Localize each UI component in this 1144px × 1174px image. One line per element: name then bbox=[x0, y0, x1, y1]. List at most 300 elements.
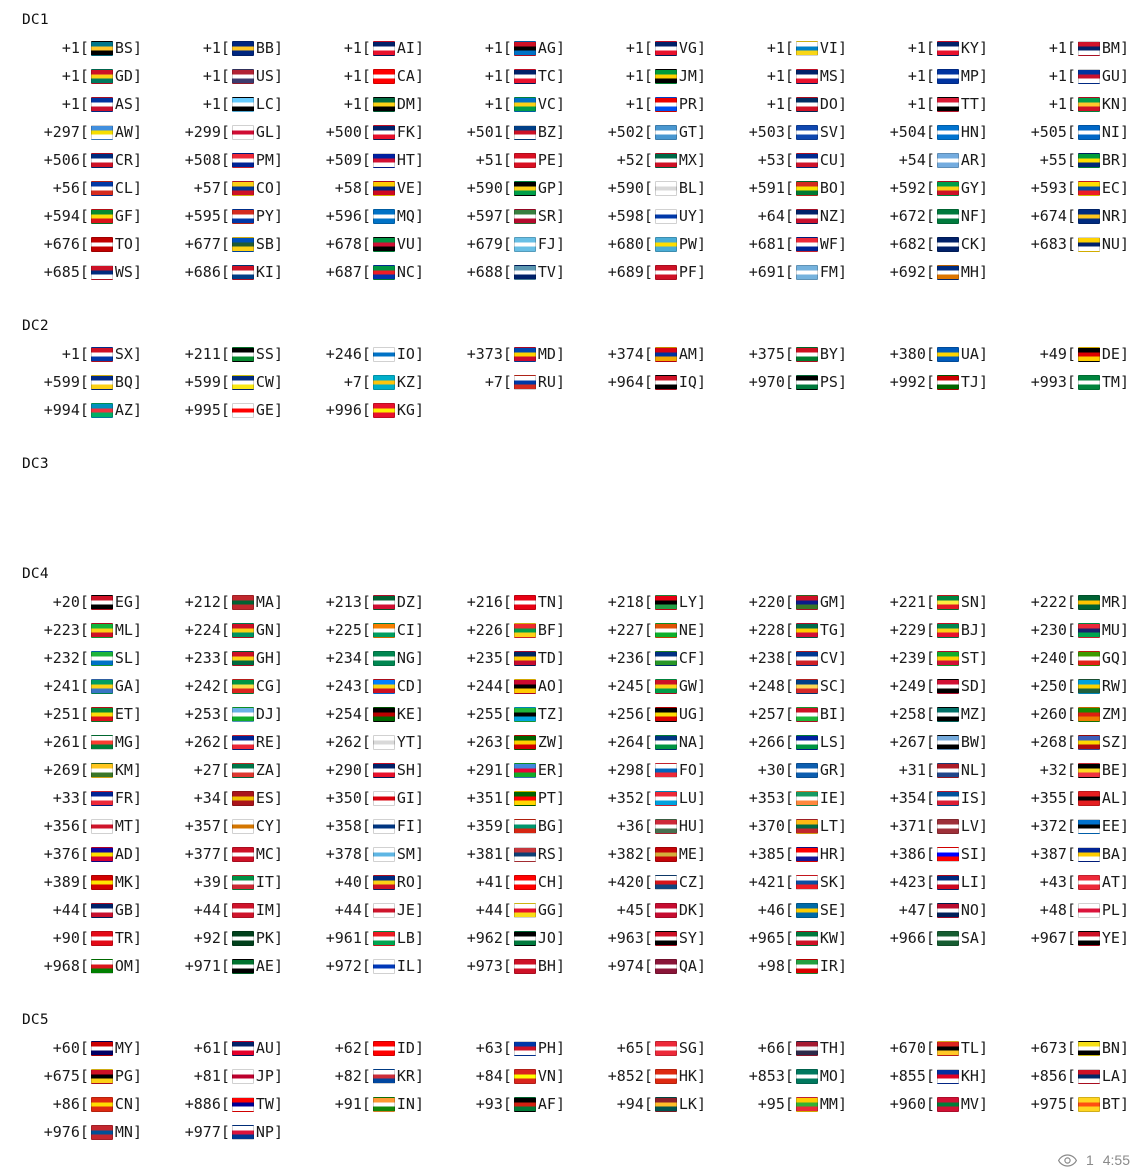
dial-code-entry[interactable] bbox=[159, 1034, 299, 1062]
entry-inner bbox=[582, 616, 706, 644]
dial-code-entry[interactable] bbox=[18, 174, 158, 202]
dial-code-entry[interactable] bbox=[582, 1034, 722, 1062]
dial-code-entry[interactable] bbox=[300, 672, 440, 700]
dial-code-entry[interactable] bbox=[864, 840, 1004, 868]
dial-code: +966 bbox=[889, 929, 926, 947]
dial-code-entry[interactable] bbox=[300, 756, 440, 784]
dial-code-entry[interactable] bbox=[18, 868, 158, 896]
dial-code-entry[interactable] bbox=[441, 700, 581, 728]
dial-code-entry[interactable] bbox=[864, 924, 1004, 952]
dial-code-entry[interactable] bbox=[723, 952, 863, 980]
flag-icon bbox=[373, 875, 395, 890]
dial-code-entry[interactable] bbox=[582, 868, 722, 896]
dial-code-entry[interactable] bbox=[723, 90, 863, 118]
dial-code-entry[interactable] bbox=[1005, 700, 1144, 728]
dial-code-entry[interactable] bbox=[300, 896, 440, 924]
dial-code-entry[interactable] bbox=[159, 616, 299, 644]
dial-code-entry[interactable] bbox=[300, 952, 440, 980]
dial-code-entry[interactable] bbox=[723, 62, 863, 90]
dial-code-entry[interactable] bbox=[723, 368, 863, 396]
bracket-close: ] bbox=[1119, 151, 1129, 169]
dial-code-entry[interactable] bbox=[159, 174, 299, 202]
bracket-open: [ bbox=[220, 1039, 230, 1057]
dial-code-entry[interactable] bbox=[159, 840, 299, 868]
bracket-open: [ bbox=[1066, 179, 1076, 197]
dial-code-entry[interactable] bbox=[864, 728, 1004, 756]
dial-code-entry[interactable] bbox=[300, 700, 440, 728]
entry-inner bbox=[441, 118, 565, 146]
dial-code-entry[interactable] bbox=[723, 202, 863, 230]
dial-code-entry[interactable] bbox=[18, 756, 158, 784]
dial-code-entry[interactable] bbox=[723, 840, 863, 868]
dial-code-entry[interactable] bbox=[300, 174, 440, 202]
bracket-close: ] bbox=[837, 761, 847, 779]
dial-code-entry[interactable] bbox=[18, 924, 158, 952]
dial-code-entry[interactable] bbox=[723, 340, 863, 368]
dial-code-entry[interactable] bbox=[723, 1034, 863, 1062]
dial-code-entry[interactable] bbox=[300, 868, 440, 896]
dial-code-entry[interactable] bbox=[18, 812, 158, 840]
dial-code-entry[interactable] bbox=[18, 146, 158, 174]
dial-code-entry[interactable] bbox=[864, 90, 1004, 118]
dial-code-entry[interactable] bbox=[582, 258, 722, 286]
dial-code-entry[interactable] bbox=[864, 202, 1004, 230]
dial-code-entry[interactable] bbox=[723, 258, 863, 286]
dial-code-entry[interactable] bbox=[1005, 146, 1144, 174]
dial-code-entry[interactable] bbox=[864, 1062, 1004, 1090]
dial-code-entry[interactable] bbox=[864, 812, 1004, 840]
entry-inner bbox=[441, 644, 565, 672]
dial-code-entry[interactable] bbox=[159, 952, 299, 980]
dial-code-entry[interactable] bbox=[723, 1062, 863, 1090]
dial-code-entry[interactable] bbox=[18, 258, 158, 286]
dial-code-entry[interactable] bbox=[159, 1062, 299, 1090]
empty-group-body bbox=[0, 478, 1144, 534]
dial-code-entry[interactable] bbox=[159, 728, 299, 756]
dial-code-entry[interactable] bbox=[441, 728, 581, 756]
dial-code-entry[interactable] bbox=[1005, 672, 1144, 700]
dial-code-entry[interactable] bbox=[159, 34, 299, 62]
flag-icon bbox=[796, 623, 818, 638]
dial-code-entry[interactable] bbox=[441, 34, 581, 62]
dial-code-entry[interactable] bbox=[723, 644, 863, 672]
dial-code-entry[interactable] bbox=[1005, 174, 1144, 202]
dial-code-entry[interactable] bbox=[441, 756, 581, 784]
dial-code-entry[interactable] bbox=[723, 700, 863, 728]
dial-code-entry[interactable] bbox=[18, 34, 158, 62]
flag-icon bbox=[655, 903, 677, 918]
dial-code-entry[interactable] bbox=[18, 230, 158, 258]
flag-icon bbox=[91, 125, 113, 140]
bracket-close: ] bbox=[414, 733, 424, 751]
dial-code-entry[interactable] bbox=[300, 784, 440, 812]
bracket-open: [ bbox=[361, 1067, 371, 1085]
dial-code-entry[interactable] bbox=[300, 924, 440, 952]
dial-code-entry[interactable] bbox=[441, 202, 581, 230]
dial-code-entry[interactable] bbox=[441, 812, 581, 840]
flag-icon bbox=[796, 903, 818, 918]
dial-code-entry[interactable] bbox=[159, 146, 299, 174]
dial-code-entry[interactable] bbox=[582, 840, 722, 868]
bracket-close: ] bbox=[414, 1067, 424, 1085]
dial-code: +246 bbox=[325, 345, 362, 363]
dial-code-entry[interactable] bbox=[18, 728, 158, 756]
dial-code-entry[interactable] bbox=[300, 616, 440, 644]
entry-inner bbox=[300, 1062, 424, 1090]
dial-code-entry[interactable] bbox=[582, 672, 722, 700]
bracket-open: [ bbox=[502, 1067, 512, 1085]
dial-code-entry[interactable] bbox=[582, 34, 722, 62]
dial-code-entry[interactable] bbox=[864, 230, 1004, 258]
bracket-close: ] bbox=[1119, 95, 1129, 113]
dial-code-entry[interactable] bbox=[18, 1118, 158, 1146]
dial-code-entry[interactable] bbox=[300, 34, 440, 62]
dial-code-entry[interactable] bbox=[723, 146, 863, 174]
dial-code-entry[interactable] bbox=[723, 1090, 863, 1118]
bracket-close: ] bbox=[273, 957, 283, 975]
dial-code-entry[interactable] bbox=[864, 174, 1004, 202]
dial-code-entry[interactable] bbox=[864, 616, 1004, 644]
dial-code-entry[interactable] bbox=[1005, 784, 1144, 812]
dial-code-entry[interactable] bbox=[159, 924, 299, 952]
flag-icon bbox=[937, 1069, 959, 1084]
dial-code-entry[interactable] bbox=[864, 756, 1004, 784]
dial-code-entry[interactable] bbox=[441, 368, 581, 396]
dial-code-entry[interactable] bbox=[723, 812, 863, 840]
dial-code-entry[interactable] bbox=[441, 588, 581, 616]
dial-code-entry[interactable] bbox=[18, 616, 158, 644]
dial-code-entry[interactable] bbox=[300, 90, 440, 118]
dial-code-entry[interactable] bbox=[723, 784, 863, 812]
dial-code-entry[interactable] bbox=[1005, 896, 1144, 924]
dial-code-entry[interactable] bbox=[864, 118, 1004, 146]
dial-code-entry[interactable] bbox=[582, 62, 722, 90]
dial-code-entry[interactable] bbox=[300, 396, 440, 424]
dial-code-entry[interactable] bbox=[582, 1090, 722, 1118]
dial-code-entry[interactable] bbox=[18, 1090, 158, 1118]
dial-code-entry[interactable] bbox=[1005, 644, 1144, 672]
dial-code-entry[interactable] bbox=[441, 1034, 581, 1062]
flag-icon bbox=[796, 651, 818, 666]
dial-code-entry[interactable] bbox=[300, 812, 440, 840]
dial-code: +91 bbox=[334, 1095, 362, 1113]
country-code: TG bbox=[819, 621, 838, 639]
dial-code-entry[interactable] bbox=[441, 146, 581, 174]
entry-inner bbox=[18, 924, 142, 952]
entry-inner bbox=[864, 616, 988, 644]
entry-inner bbox=[18, 202, 142, 230]
dial-code-entry[interactable] bbox=[441, 1090, 581, 1118]
country-code: BT bbox=[1101, 1095, 1120, 1113]
dial-code-entry[interactable] bbox=[864, 368, 1004, 396]
dial-code-entry[interactable] bbox=[441, 616, 581, 644]
dial-code-entry[interactable] bbox=[300, 728, 440, 756]
dial-code-entry[interactable] bbox=[300, 588, 440, 616]
dial-code-entry[interactable] bbox=[1005, 756, 1144, 784]
dial-code-entry[interactable] bbox=[723, 756, 863, 784]
dial-code-entry[interactable] bbox=[159, 812, 299, 840]
bracket-open: [ bbox=[502, 929, 512, 947]
dial-code-entry[interactable] bbox=[159, 1118, 299, 1146]
country-code: MS bbox=[819, 67, 838, 85]
dial-code-entry[interactable] bbox=[1005, 90, 1144, 118]
dial-code-entry[interactable] bbox=[582, 644, 722, 672]
dial-code-entry[interactable] bbox=[159, 700, 299, 728]
dial-code-entry[interactable] bbox=[441, 1062, 581, 1090]
dial-code-entry[interactable] bbox=[300, 230, 440, 258]
dial-code-entry[interactable] bbox=[582, 616, 722, 644]
dial-code-entry[interactable] bbox=[18, 118, 158, 146]
dial-code-entry[interactable] bbox=[582, 340, 722, 368]
country-code: VG bbox=[678, 39, 697, 57]
dial-code-entry[interactable] bbox=[582, 728, 722, 756]
flag-icon bbox=[232, 903, 254, 918]
dial-code-entry[interactable] bbox=[864, 896, 1004, 924]
entry-inner bbox=[300, 34, 424, 62]
dial-code-entry[interactable] bbox=[1005, 868, 1144, 896]
dial-code-entry[interactable] bbox=[441, 896, 581, 924]
dial-code-entry[interactable] bbox=[864, 588, 1004, 616]
entry-inner bbox=[582, 700, 706, 728]
dial-code-entry[interactable] bbox=[18, 90, 158, 118]
bracket-close: ] bbox=[555, 817, 565, 835]
dial-code-entry[interactable] bbox=[159, 644, 299, 672]
bracket-close: ] bbox=[837, 593, 847, 611]
dial-code-entry[interactable] bbox=[1005, 924, 1144, 952]
dial-code-entry[interactable] bbox=[864, 672, 1004, 700]
dial-code-entry[interactable] bbox=[582, 588, 722, 616]
dial-code-entry[interactable] bbox=[159, 1090, 299, 1118]
dial-code-entry[interactable] bbox=[1005, 340, 1144, 368]
dial-code-entry[interactable] bbox=[1005, 616, 1144, 644]
dial-code-entry[interactable] bbox=[1005, 1034, 1144, 1062]
dial-code-entry[interactable] bbox=[582, 174, 722, 202]
dial-code-entry[interactable] bbox=[723, 616, 863, 644]
dial-code-entry[interactable] bbox=[582, 118, 722, 146]
dial-code-entry[interactable] bbox=[723, 728, 863, 756]
dial-code-entry[interactable] bbox=[159, 784, 299, 812]
dial-code-entry[interactable] bbox=[582, 230, 722, 258]
dial-code-entry[interactable] bbox=[582, 90, 722, 118]
dial-code-entry[interactable] bbox=[159, 368, 299, 396]
dial-code-entry[interactable] bbox=[582, 1062, 722, 1090]
dial-code-entry[interactable] bbox=[441, 340, 581, 368]
dial-code-entry[interactable] bbox=[864, 784, 1004, 812]
dial-code-entry[interactable] bbox=[18, 1062, 158, 1090]
dial-code-entry[interactable] bbox=[723, 672, 863, 700]
dial-code-entry[interactable] bbox=[18, 896, 158, 924]
dial-code-entry[interactable] bbox=[159, 230, 299, 258]
dial-code-entry[interactable] bbox=[18, 202, 158, 230]
dial-code-entry[interactable] bbox=[1005, 1062, 1144, 1090]
dial-code-entry[interactable] bbox=[159, 756, 299, 784]
dial-code-entry[interactable] bbox=[159, 62, 299, 90]
dial-code-entry[interactable] bbox=[1005, 840, 1144, 868]
dial-code-entry[interactable] bbox=[582, 924, 722, 952]
dial-code-entry[interactable] bbox=[441, 118, 581, 146]
entry-inner bbox=[864, 756, 988, 784]
bracket-open: [ bbox=[79, 179, 89, 197]
dial-code-entry[interactable] bbox=[582, 202, 722, 230]
bracket-open: [ bbox=[220, 207, 230, 225]
entry-inner bbox=[18, 230, 142, 258]
dial-code: +261 bbox=[43, 733, 80, 751]
country-code: JE bbox=[396, 901, 415, 919]
dial-code-entry[interactable] bbox=[864, 340, 1004, 368]
dial-code-entry[interactable] bbox=[864, 146, 1004, 174]
dial-code-entry[interactable] bbox=[300, 202, 440, 230]
dial-code-entry[interactable] bbox=[300, 1090, 440, 1118]
country-code: AT bbox=[1101, 873, 1120, 891]
dial-code-entry[interactable] bbox=[582, 952, 722, 980]
dial-code-entry[interactable] bbox=[18, 672, 158, 700]
dial-code-entry[interactable] bbox=[1005, 62, 1144, 90]
entry-inner bbox=[864, 588, 988, 616]
dial-code-entry[interactable] bbox=[18, 340, 158, 368]
dial-code-entry[interactable] bbox=[1005, 230, 1144, 258]
bracket-close: ] bbox=[414, 95, 424, 113]
dial-code-entry[interactable] bbox=[159, 202, 299, 230]
bracket-open: [ bbox=[1066, 677, 1076, 695]
bracket-close: ] bbox=[132, 677, 142, 695]
dial-code-entry[interactable] bbox=[18, 368, 158, 396]
dial-code-entry[interactable] bbox=[723, 588, 863, 616]
dial-code-entry[interactable] bbox=[582, 146, 722, 174]
dial-code-entry[interactable] bbox=[864, 1034, 1004, 1062]
dial-code-entry[interactable] bbox=[18, 1034, 158, 1062]
dial-code-entry[interactable] bbox=[441, 230, 581, 258]
dial-code-entry[interactable] bbox=[18, 952, 158, 980]
dial-code-entry[interactable] bbox=[864, 34, 1004, 62]
dial-code-entry[interactable] bbox=[159, 258, 299, 286]
country-code: HR bbox=[819, 845, 838, 863]
bracket-close: ] bbox=[837, 845, 847, 863]
dial-code-entry[interactable] bbox=[300, 1034, 440, 1062]
dial-code-entry[interactable] bbox=[1005, 34, 1144, 62]
dial-code-entry[interactable] bbox=[300, 118, 440, 146]
entry-inner bbox=[1005, 588, 1129, 616]
dial-code-entry[interactable] bbox=[1005, 588, 1144, 616]
dial-code-entry[interactable] bbox=[1005, 202, 1144, 230]
dial-code-entry[interactable] bbox=[441, 62, 581, 90]
dial-code-entry[interactable] bbox=[159, 396, 299, 424]
entry-inner bbox=[582, 1034, 706, 1062]
dial-code-entry[interactable] bbox=[1005, 118, 1144, 146]
dial-code-entry[interactable] bbox=[18, 700, 158, 728]
dial-code-entry[interactable] bbox=[723, 230, 863, 258]
dial-code-entry[interactable] bbox=[723, 896, 863, 924]
dial-code-entry[interactable] bbox=[300, 258, 440, 286]
dial-code-entry[interactable] bbox=[864, 868, 1004, 896]
dial-code-entry[interactable] bbox=[159, 896, 299, 924]
dial-code-entry[interactable] bbox=[1005, 1090, 1144, 1118]
bracket-close: ] bbox=[555, 1067, 565, 1085]
dial-code-entry[interactable] bbox=[159, 118, 299, 146]
entry-inner bbox=[864, 840, 988, 868]
dial-code-entry[interactable] bbox=[723, 34, 863, 62]
dial-code-entry[interactable] bbox=[864, 1090, 1004, 1118]
dial-code-entry[interactable] bbox=[582, 368, 722, 396]
bracket-open: [ bbox=[361, 789, 371, 807]
dial-code-entry[interactable] bbox=[441, 174, 581, 202]
dial-code-entry[interactable] bbox=[159, 868, 299, 896]
flag-icon bbox=[655, 265, 677, 280]
dial-code-entry[interactable] bbox=[18, 396, 158, 424]
dial-code-entry[interactable] bbox=[441, 672, 581, 700]
entry-inner bbox=[1005, 340, 1129, 368]
dial-code-entry[interactable] bbox=[582, 812, 722, 840]
dial-code: +359 bbox=[466, 817, 503, 835]
dial-code-entry[interactable] bbox=[300, 644, 440, 672]
dial-code-entry[interactable] bbox=[723, 868, 863, 896]
dial-code-entry[interactable] bbox=[18, 784, 158, 812]
dial-code-entry[interactable] bbox=[723, 174, 863, 202]
dial-code-entry[interactable] bbox=[18, 62, 158, 90]
group-dc2 bbox=[0, 314, 1144, 452]
dial-code-entry[interactable] bbox=[1005, 728, 1144, 756]
dial-code: +357 bbox=[184, 817, 221, 835]
dial-code-entry[interactable] bbox=[441, 784, 581, 812]
bracket-close: ] bbox=[837, 733, 847, 751]
entry-inner bbox=[441, 340, 565, 368]
dial-code-entry[interactable] bbox=[18, 588, 158, 616]
dial-code-entry[interactable] bbox=[18, 840, 158, 868]
dial-code-entry[interactable] bbox=[18, 644, 158, 672]
dial-code-entry[interactable] bbox=[1005, 812, 1144, 840]
entry-inner bbox=[18, 1118, 142, 1146]
dial-code-entry[interactable] bbox=[582, 784, 722, 812]
dial-code-entry[interactable] bbox=[864, 700, 1004, 728]
dial-code-entry[interactable] bbox=[300, 1062, 440, 1090]
bracket-open: [ bbox=[220, 929, 230, 947]
dial-code-entry[interactable] bbox=[300, 146, 440, 174]
dial-code-entry[interactable] bbox=[582, 896, 722, 924]
bracket-open: [ bbox=[79, 401, 89, 419]
dial-code: +216 bbox=[466, 593, 503, 611]
dial-code-entry[interactable] bbox=[864, 62, 1004, 90]
flag-icon bbox=[373, 819, 395, 834]
dial-code-entry[interactable] bbox=[441, 952, 581, 980]
dial-code-entry[interactable] bbox=[723, 118, 863, 146]
dial-code-entry[interactable] bbox=[159, 672, 299, 700]
entry-inner bbox=[723, 258, 847, 286]
bracket-close: ] bbox=[978, 67, 988, 85]
dial-code-entry[interactable] bbox=[1005, 368, 1144, 396]
dial-code-entry[interactable] bbox=[864, 644, 1004, 672]
dial-code-entry[interactable] bbox=[441, 90, 581, 118]
flag-icon bbox=[796, 1097, 818, 1112]
dial-code-entry[interactable] bbox=[582, 756, 722, 784]
dial-code-entry[interactable] bbox=[441, 840, 581, 868]
dial-code-entry[interactable] bbox=[864, 258, 1004, 286]
dial-code-entry[interactable] bbox=[300, 62, 440, 90]
dial-code-entry[interactable] bbox=[441, 924, 581, 952]
dial-code-entry[interactable] bbox=[441, 258, 581, 286]
dial-code-entry[interactable] bbox=[159, 90, 299, 118]
dial-code-entry[interactable] bbox=[300, 368, 440, 396]
dial-code-entry[interactable] bbox=[300, 340, 440, 368]
dial-code-entry[interactable] bbox=[441, 868, 581, 896]
dial-code-entry[interactable] bbox=[300, 840, 440, 868]
bracket-close: ] bbox=[273, 179, 283, 197]
dial-code-entry[interactable] bbox=[159, 340, 299, 368]
dial-code-entry[interactable] bbox=[441, 644, 581, 672]
dial-code-entry[interactable] bbox=[159, 588, 299, 616]
bracket-open: [ bbox=[79, 761, 89, 779]
dial-code: +968 bbox=[43, 957, 80, 975]
dial-code-entry[interactable] bbox=[582, 700, 722, 728]
dial-code-entry[interactable] bbox=[723, 924, 863, 952]
